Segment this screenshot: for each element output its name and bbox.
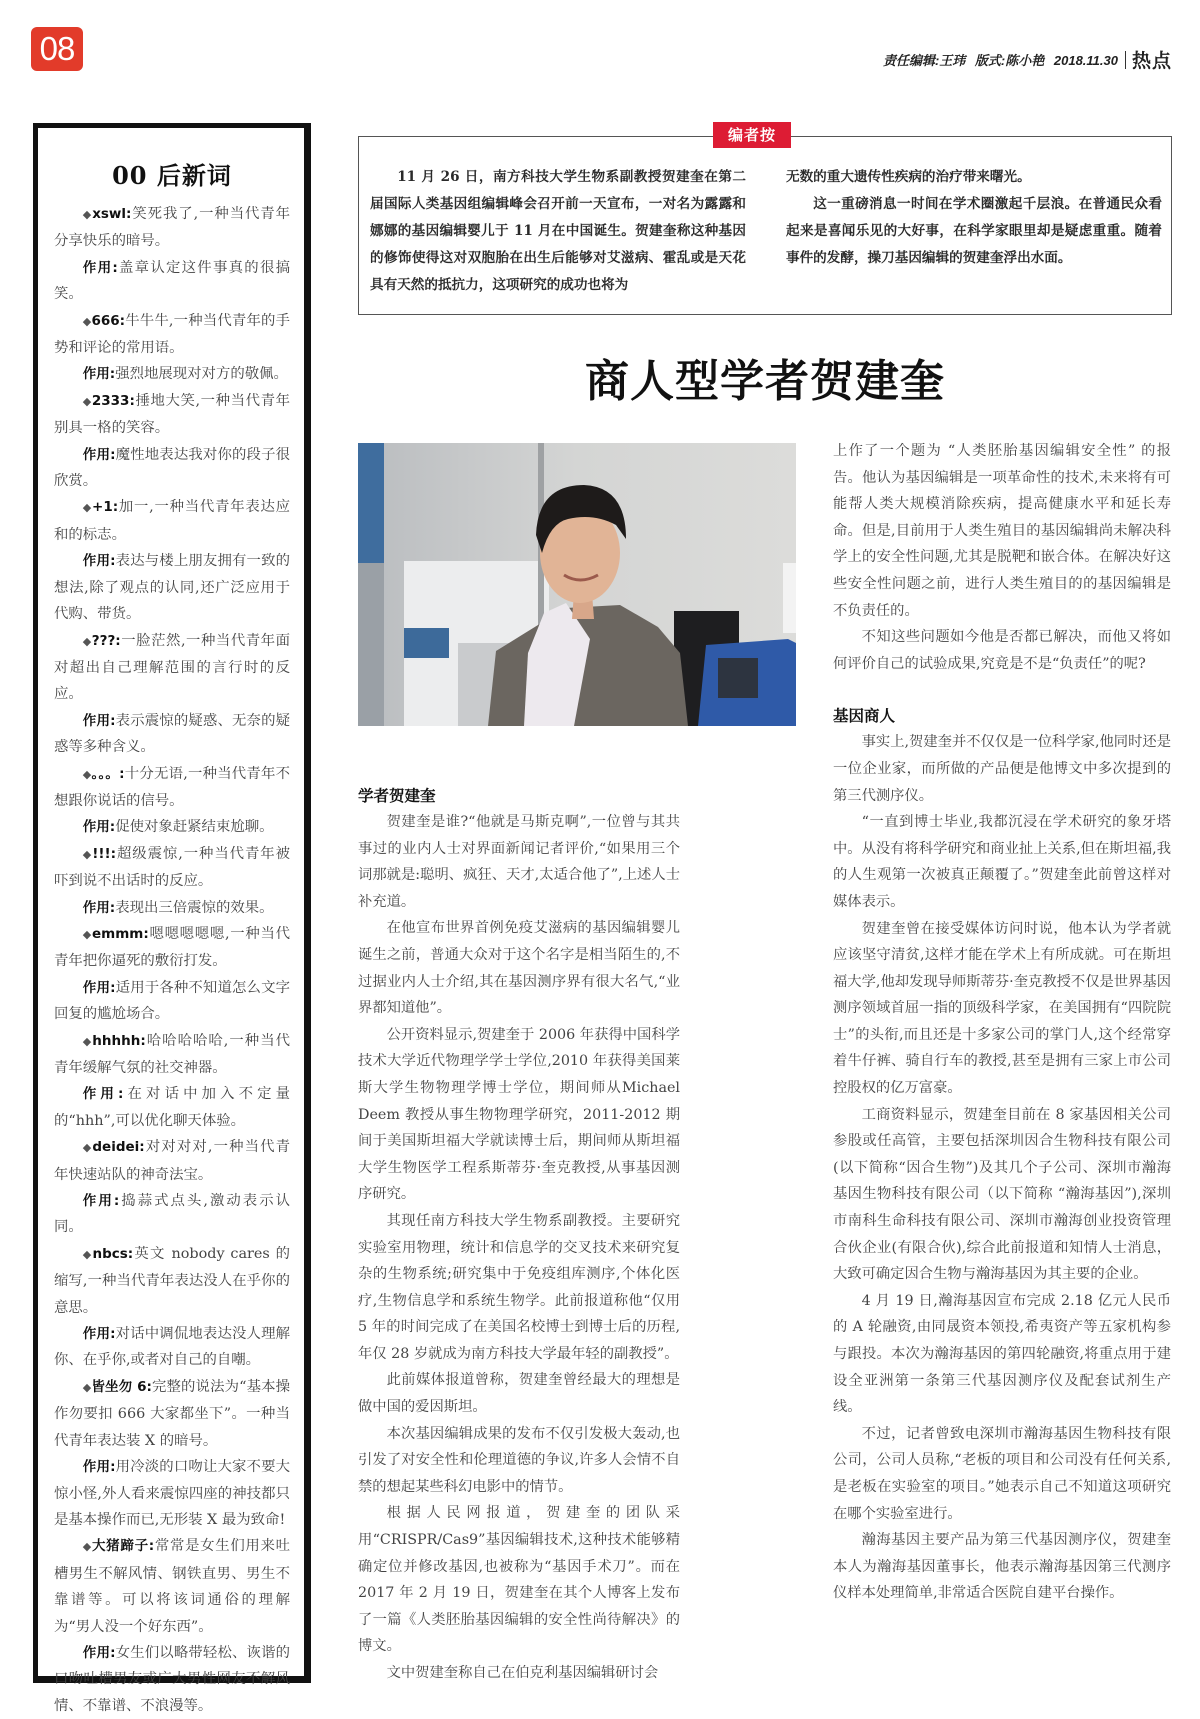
section-scholar-body [358,809,680,1687]
article-paragraph: 不过，记者曾致电深圳市瀚海基因生物科技有限公司，公司人员称,“老板的项目和公司没有任何关系,是老板在实验室的项目。”她表示自己不知道这项研究在哪个实验室进行。 [833,1425,1171,1522]
diamond-bullet-icon: ◆ [82,1141,93,1155]
term-label: hhhhh [92,1032,141,1049]
term-label: 666 [91,312,120,329]
term-definition: 英文 nobody cares 的缩写,一种当代青年表达没人在乎你的意思。 [54,1245,290,1316]
sidebar-title: 00 后新词 [112,161,232,190]
term-label: emmm [91,925,144,942]
term-definition: 超级震惊,一种当代青年被吓到说不出话时的反应。 [54,845,290,890]
diamond-bullet-icon: ◆ [82,501,93,515]
term-separator: : [109,819,116,836]
header-divider [1125,51,1126,69]
term-separator: : [126,206,132,222]
editor-note-label: 编者按 [713,122,791,148]
article-paragraph: 工商资料显示，贺建奎目前在 8 家基因相关公司参股或任高管，主要包括深圳因合生物科技有限公司(以下简称“因合生物”)及其几个子公司、深圳市瀚海基因生物科技有限公司（以下简称 “瀚海基因”),深圳市南科生命科技有限公司、深圳市瀚海创业投资管理合伙企业(有限合伙),综合此前报道和知情人士消息，大致可确定因合生物与瀚海基因为其主要的企业。 [833,1106,1171,1283]
term-separator: : [129,392,135,409]
term-definition: 哈哈哈哈哈,一种当代青年缓解气氛的社交神器。 [54,1032,290,1076]
usage-label: 作用 [82,1459,111,1476]
section-heading-gene-merchant: 基因商人 [833,707,896,726]
sidebar-usage [54,708,290,761]
sidebar-usage [54,975,290,1028]
term-separator: : [109,899,116,916]
sidebar-usage [54,1640,290,1719]
diamond-bullet-icon: ◆ [82,927,92,941]
sidebar-usage [54,1454,290,1533]
article-paragraph-cont: 上作了一个题为 “人类胚胎基因编辑安全性” 的报告。他认为基因编辑是一项革命性的技术,未来将有可能帮人类大规模消除疾病，提高健康水平和延长寿命。但是,目前用于人类生殖目的基因编辑尚未解决科学上的安全性问题,尤其是脱靶和嵌合体。在解决好这些安全性问题之前，进行人类生殖目的的基因编辑是不负责任的。 [833,443,1171,619]
term-separator: : [139,1139,145,1156]
sidebar-term-entry [54,1374,290,1454]
term-definition: 用冷淡的口吻让大家不要大惊小怪,外人看来震惊四座的神技都只是基本操作而已,无形装 X 最为致命! [54,1459,290,1528]
term-separator: : [110,845,117,862]
usage-label: 作用 [82,366,110,383]
diamond-bullet-icon: ◆ [82,767,92,781]
sidebar-term-entry [54,841,290,895]
sidebar-usage [54,895,290,921]
article-paragraph: 此前媒体报道曾称，贺建奎曾经最大的理想是做中国的爱因斯坦。 [358,1372,680,1416]
article-paragraph: 其现任南方科技大学生物系副教授。主要研究实验室用物理，统计和信息学的交叉技术来研究复杂的生物系统;研究集中于免疫组库测序,个体化医疗,生物信息学和系统生物学。此前报道称他“仅用 5 年的时间完成了在美国名校博士到博士后的历程,年仅 28 岁就成为南方科技大学最年轻的副教授”。 [358,1212,680,1362]
article-paragraph: 公开资料显示,贺建奎于 2006 年获得中国科学技术大学近代物理学学士学位,2010 年获得美国莱斯大学生物物理学博士学位，期间师从Michael Deem 教授从事生物物理学研究，2011-2012 期间于美国斯坦福大学就读博士后，期间师从斯坦福大学生物医学工程系斯蒂芬·奎克教授,从事基因测序研究。 [358,1026,680,1203]
term-definition: 女生们以略带轻松、诙谐的口吻吐槽男友或广大男性网友不解风情、不靠谱、不浪漫等。 [54,1644,290,1714]
usage-label: 作用 [82,979,111,996]
usage-label: 作用 [82,446,111,463]
sidebar-usage [54,1188,290,1241]
sidebar-usage [54,1081,290,1134]
term-separator: : [119,765,125,782]
sidebar-term-entry [54,921,290,975]
term-separator: : [118,1086,124,1103]
term-label: +1 [92,499,113,516]
article-column-right [833,438,1171,1607]
term-separator: : [113,1193,120,1210]
term-label: 大猪蹄子 [91,1538,149,1555]
term-separator: : [110,446,116,463]
issue-date: 2018.11.30 [1053,53,1118,68]
article-paragraph: 文中贺建奎称自己在伯克利基因编辑研讨会 [386,1665,659,1681]
sidebar-term-entry [54,201,290,255]
article-paragraph: 本次基因编辑成果的发布不仅引发极大轰动,也引发了对安全性和伦理道德的争议,许多人会情不自禁的想起某些科幻电影中的情节。 [358,1425,680,1495]
term-label: 皆坐勿 6 [91,1378,147,1395]
article-paragraph: 不知这些问题如今他是否都已解决，而他又将如何评价自己的试验成果,究竟是不是“负责任”的呢? [833,629,1171,672]
diamond-bullet-icon: ◆ [82,1247,93,1261]
diamond-bullet-icon: ◆ [82,1380,92,1394]
editor-note-text [370,164,1162,299]
term-definition: 表示震惊的疑惑、无奈的疑惑等多种含义。 [54,712,290,756]
term-definition: 适用于各种不知道怎么文字回复的尴尬场合。 [54,979,290,1023]
term-definition: 对话中调侃地表达没人理解你、在乎你,或者对自己的自嘲。 [54,1326,290,1369]
article-paragraph: 贺建奎曾在接受媒体访问时说，他本认为学者就应该坚守清贫,这样才能在学术上有所成就。可在斯坦福大学,他却发现导师斯蒂芬·奎克教授不仅是世界基因测序领域首屈一指的顶级科学家，在美国拥有“四院院士”的头衔,而且还是十多家公司的掌门人,这个经常穿着牛仔裤、骑自行车的教授,甚至是拥有三家上市公司控股权的亿万富豪。 [833,920,1171,1097]
sidebar-usage [54,1321,290,1374]
article-paragraph: 4 月 19 日,瀚海基因宣布完成 2.18 亿元人民币的 A 轮融资,由同晟资本领投,希夷资产等五家机构参与跟投。本次为瀚海基因的第四轮融资,将重点用于建设全亚洲第一条第三代基因测序仪及配套试剂生产线。 [833,1292,1171,1416]
term-definition: 盖章认定这件事真的很搞笑。 [54,259,290,303]
term-separator: : [112,259,118,276]
term-separator: : [115,632,121,649]
layout-credit: 版式:陈小艳 [974,53,1045,68]
term-definition: 十分无语,一种当代青年不想跟你说话的信号。 [54,765,291,809]
term-label: xswl [92,206,127,222]
term-definition: 表现出三倍震惊的效果。 [115,899,274,916]
article-headline: 商人型学者贺建奎 [585,356,945,407]
usage-label: 作用 [82,712,111,729]
portrait-photo [358,443,796,726]
term-separator: : [110,1326,116,1343]
editor-note-paragraph: 这一重磅消息一时间在学术圈激起千层浪。在普通民众看起来是喜闻乐见的大好事，在科学家眼里却是疑虑重重。随着事件的发酵，操刀基因编辑的贺建奎浮出水面。 [786,196,1162,266]
diamond-bullet-icon: ◆ [82,1034,93,1048]
term-definition: 强烈地展现对对方的敬佩。 [115,366,288,383]
editor-note-paragraph: 11 月 26 日，南方科技大学生物系副教授贺建奎在第二届国际人类基因组编辑峰会召开前一天宣布，一对名为露露和娜娜的基因编辑婴儿于 11 月在中国诞生。贺建奎称这种基因的修饰使得这对双胞胎在出生后能够对艾滋病、霍乱或是天花具有天然的抵抗力，这项研究的成功也将为 [370,169,746,293]
term-label: 。。。 [91,765,120,782]
term-definition: 一脸茫然,一种当代青年面对超出自己理解范围的言行时的反应。 [54,632,290,703]
term-separator: : [146,1378,152,1395]
page-number: 08 [31,27,83,71]
usage-label: 作用 [82,1086,119,1103]
article-paragraph: 根据人民网报道，贺建奎的团队采用“CRISPR/Cas9”基因编辑技术,这种技术能够精确定位并修改基因,也被称为“基因手术刀”。而在 2017 年 2 月 19 日，贺建奎在其个人博客上发布了一篇《人类胚胎基因编辑的安全性尚待解决》的博文。 [358,1505,680,1655]
sidebar-term-entry [54,1134,290,1188]
term-label: nbcs [92,1245,128,1262]
term-separator: : [119,312,126,329]
usage-label: 作用 [82,259,113,276]
term-definition: 牛牛牛,一种当代青年的手势和评论的常用语。 [54,312,290,357]
editor-credit: 责任编辑:王玮 [882,53,966,68]
term-definition: 加一,一种当代青年表达应和的标志。 [54,499,290,543]
term-definition: 嗯嗯嗯嗯嗯,一种当代青年把你逼死的敷衍打发。 [54,925,290,970]
usage-label: 作用 [82,1644,111,1661]
term-separator: : [110,1644,116,1661]
term-separator: : [127,1245,134,1262]
term-separator: : [109,366,116,383]
term-label: 2333 [91,392,130,409]
editor-note-paragraph-cont: 无数的重大遗传性疾病的治疗带来曙光。 [786,169,1031,185]
term-definition: 在对话中加入不定量的“hhh”,可以优化聊天体验。 [54,1086,290,1129]
sidebar-usage [54,361,290,387]
sidebar-term-entry [54,494,290,548]
sidebar-term-entry [54,1241,290,1321]
diamond-bullet-icon: ◆ [82,208,93,221]
term-definition: 表达与楼上朋友拥有一致的想法,除了观点的认同,还广泛应用于代购、带货。 [54,553,290,623]
term-definition: 常常是女生们用来吐槽男生不解风情、钢铁直男、男生不靠谱等。可以将该词通俗的理解为“男人没一个好东西”。 [54,1538,291,1635]
article-column-middle [358,783,680,1687]
article-paragraph: 贺建奎是谁?“他就是马斯克啊”,一位曾与其共事过的业内人士对界面新闻记者评价,“如果用三个词那就是:聪明、疯狂、天才,太适合他了”,上述人士补充道。 [358,814,680,910]
page-header-meta [877,46,1172,73]
diamond-bullet-icon: ◆ [82,1540,92,1554]
section-gene-merchant-body [833,729,1171,1607]
sidebar-term-entry [54,308,290,362]
article-paragraph: “一直到博士毕业,我都沉浸在学术研究的象牙塔中。从没有将科学研究和商业扯上关系,但在斯坦福,我的人生观第一次被真正颠覆了。”贺建奎此前曾这样对媒体表示。 [833,814,1171,910]
term-separator: : [112,499,119,516]
term-separator: : [110,712,116,729]
credits [877,50,1118,69]
diamond-bullet-icon: ◆ [82,847,93,861]
section-name: 热点 [1131,51,1172,72]
usage-label: 作用 [82,553,111,570]
editor-note-col-1 [370,164,746,299]
editor-note-col-2 [786,164,1162,299]
diamond-bullet-icon: ◆ [82,634,92,648]
term-definition: 笑死我了,一种当代青年分享快乐的暗号。 [54,206,291,250]
diamond-bullet-icon: ◆ [82,394,92,408]
article-paragraph: 瀚海基因主要产品为第三代基因测序仪，贺建奎本人为瀚海基因董事长，他表示瀚海基因第三代测序仪样本处理简单,非常适合医院自建平台操作。 [833,1532,1171,1602]
term-definition: 完整的说法为“基本操作勿要扣 666 大家都坐下”。一种当代青年表达装 X 的暗号。 [54,1378,291,1449]
term-separator: : [110,979,116,996]
sidebar-usage [54,255,290,308]
term-label: !!! [92,845,111,862]
article-paragraph: 事实上,贺建奎并不仅仅是一位科学家,他同时还是一位企业家，而所做的产品便是他博文中多次提到的第三代测序仪。 [833,734,1171,804]
term-definition: 捣蒜式点头,激动表示认同。 [54,1193,291,1236]
section-heading-scholar: 学者贺建奎 [358,787,436,805]
portrait-photo-illustration [358,443,796,726]
sidebar-usage [54,548,290,627]
term-separator: : [148,1538,155,1555]
usage-label: 作用 [82,1193,114,1210]
sidebar-term-entry [54,388,290,442]
term-label: ??? [91,632,116,649]
sidebar-new-words [33,123,311,1714]
sidebar-usage [54,814,290,840]
term-definition: 促使对象赶紧结束尬聊。 [115,819,274,836]
term-definition: 魔性地表达我对你的段子很欣赏。 [54,446,290,490]
usage-label: 作用 [82,899,110,916]
diamond-bullet-icon: ◆ [82,314,92,328]
term-definition: 对对对对,一种当代青年快速站队的神奇法宝。 [54,1139,291,1183]
term-separator: : [143,925,149,942]
sidebar-usage [54,442,290,495]
sidebar-term-entry [54,761,290,815]
usage-label: 作用 [82,1326,111,1343]
article-paragraph: 在他宣布世界首例免疫艾滋病的基因编辑婴儿诞生之前，普通大众对于这个名字是相当陌生的,不过据业内人士介绍,其在基因测序界有很大名气,“业界都知道他”。 [358,920,680,1017]
term-label: deidei [92,1139,140,1156]
term-separator: : [110,1459,116,1476]
term-definition: 捶地大笑,一种当代青年别具一格的笑容。 [54,392,291,437]
sidebar-term-entry [54,1533,290,1640]
sidebar-entry-list [54,201,290,1719]
term-separator: : [110,553,116,570]
usage-label: 作用 [82,819,110,836]
sidebar-term-entry [54,1028,290,1082]
sidebar-term-entry [54,628,290,708]
term-separator: : [140,1032,146,1049]
